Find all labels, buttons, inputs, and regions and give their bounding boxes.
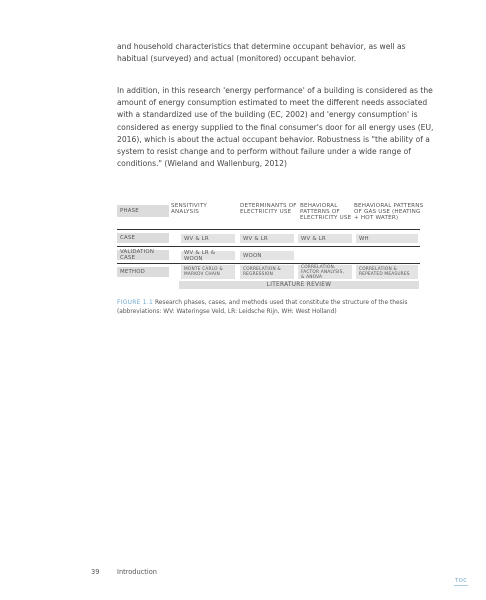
header-determinants-electricity: DETERMINANTS OF ELECTRICITY USE <box>240 203 297 215</box>
body-paragraph-2: In addition, in this research 'energy performance' of a building is considered as the amount of energy consumption estimated to meet the different needs associated with a standardized use of the building (EC, 2002) and 'energy consumption' is considered as energy supplied to the final consumer's door for all energy uses (EU, 2016), which is about the actual occupant behavior. Robustness is "the ability of a system to resist change and to perform without failure under a wide range of conditions." (Wieland and Wallenburg, 2012) <box>117 86 434 169</box>
figure-label: FIGURE 1.1 <box>117 300 154 306</box>
case-patterns-gas: WH <box>356 234 418 243</box>
page-number: 39 <box>91 568 100 576</box>
figure-caption <box>117 299 437 316</box>
header-sensitivity-analysis: SENSITIVITY ANALYSIS <box>171 203 208 215</box>
validation-case-label: VALIDATION CASE <box>117 250 169 260</box>
chapter-title: Introduction <box>117 568 157 576</box>
toc-link[interactable]: TOC <box>455 578 468 584</box>
case-sensitivity: WV & LR <box>181 234 235 243</box>
validation-sensitivity: WV & LR & WOON <box>181 251 235 260</box>
case-divider <box>117 246 420 247</box>
case-label: CASE <box>117 233 169 243</box>
header-patterns-electricity: BEHAVIORAL PATTERNS OF ELECTRICITY USE <box>300 203 352 221</box>
figure-caption-text: Research phases, cases, and methods used that constitute the structure of the thesis (abbreviations: WV: Wateringse Veld, LR: Leidsche Rijn, WH: West Holland) <box>117 300 408 315</box>
header-patterns-gas: BEHAVIORAL PATTERNS OF GAS USE (HEATING + HOT WATER) <box>354 203 424 221</box>
validation-determinants: WOON <box>240 251 294 260</box>
validation-divider <box>117 263 420 264</box>
method-label: METHOD <box>117 267 169 277</box>
literature-review-band: LITERATURE REVIEW <box>179 281 419 289</box>
body-paragraph-1: and household characteristics that determine occupant behavior, as well as habitual (surveyed) and actual (monitored) occupant behavior. <box>117 42 406 64</box>
phase-label: PHASE <box>117 205 169 217</box>
toc-underline <box>454 585 468 586</box>
case-patterns-electricity: WV & LR <box>298 234 352 243</box>
method-sensitivity: MONTE CARLO & MARKOV CHAIN <box>181 265 235 279</box>
method-patterns-gas: CORRELATION & REPEATED MEASURES <box>356 265 418 279</box>
case-determinants: WV & LR <box>240 234 294 243</box>
header-divider <box>117 229 420 230</box>
method-patterns-electricity: CORRELATION, FACTOR ANALYSIS, & ANOVA <box>298 265 352 279</box>
method-determinants: CORRELATION & REGRESSION <box>240 265 294 279</box>
